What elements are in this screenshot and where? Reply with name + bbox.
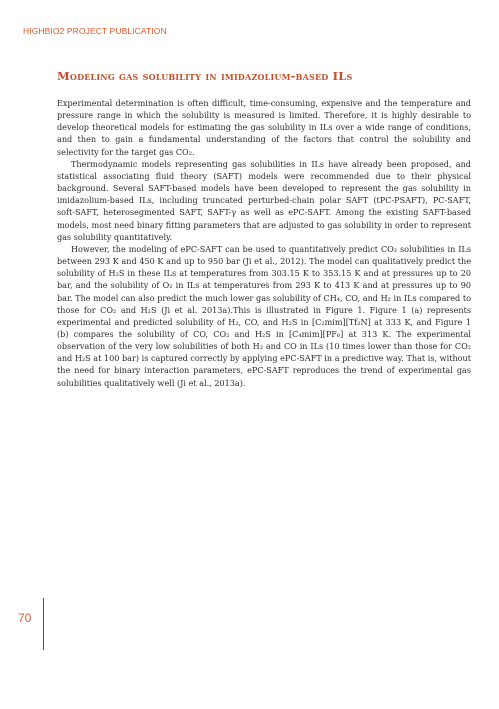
body-text xyxy=(57,97,471,389)
running-header: HIGHBIO2 PROJECT PUBLICATION xyxy=(23,26,167,36)
section-title: Modeling gas solubility in imidazolium-based ILs xyxy=(57,69,353,83)
paragraph-1: Experimental determination is often difficult, time-consuming, expensive and the temperature and pressure range in which the solubility is measured is limited. Therefore, it is highly desirable to develop theoretical models for estimating the gas solubility in ILs over a wide range of conditions, and then to gain a fundamental understanding of the factors that control the solubility and selectivity for the target gas CO₂. xyxy=(57,98,471,157)
paragraph-3: However, the modeling of ePC-SAFT can be used to quantitatively predict CO₂ solubilities in ILs between 293 K and 450 K and up to 950 bar (Ji et al., 2012). The model can qualitatively predict the solubility of H₂S in these ILs at temperatures from 303.15 K to 353.15 K and at pressures up to 20 bar, and the solubility of O₂ in ILs at temperatures from 293 K to 413 K and at pressures up to 90 bar. The model can also predict the much lower gas solubility of CH₄, CO, and H₂ in ILs compared to those for CO₂ and H₂S (Ji et al. 2013a).This is illustrated in Figure 1. Figure 1 (a) represents experimental and predicted solubility of H₂, CO, and H₂S in [C₂mim][Tf₂N] at 333 K, and Figure 1 (b) compares the solubility of CO, CO₂ and H₂S in [C₄mim][PF₆] at 313 K. The experimental observation of the very low solubilities of both H₂ and CO in ILs (10 times lower than those for CO₂ and H₂S at 100 bar) is captured correctly by applying ePC-SAFT in a predictive way. That is, without the need for binary interaction parameters, ePC-SAFT reproduces the trend of experimental gas solubilities qualitatively well (Ji et al., 2013a). xyxy=(57,243,471,388)
page-number: 70 xyxy=(18,611,32,625)
paragraph-2: Thermodynamic models representing gas solubilities in ILs have already been proposed, and statistical associating fluid theory (SAFT) models were recommended due to their physical background. Several SAFT-based models have been developed to represent the gas solubility in imidazolium-based ILs, including truncated perturbed-chain polar SAFT (tPC-PSAFT), PC-SAFT, soft-SAFT, heterosegmented SAFT, SAFT-γ as well as ePC-SAFT. Among the existing SAFT-based models, most need binary fitting parameters that are adjusted to gas solubility in order to represent gas solubility quantitatively. xyxy=(57,158,471,242)
page-number-rule xyxy=(43,598,44,650)
